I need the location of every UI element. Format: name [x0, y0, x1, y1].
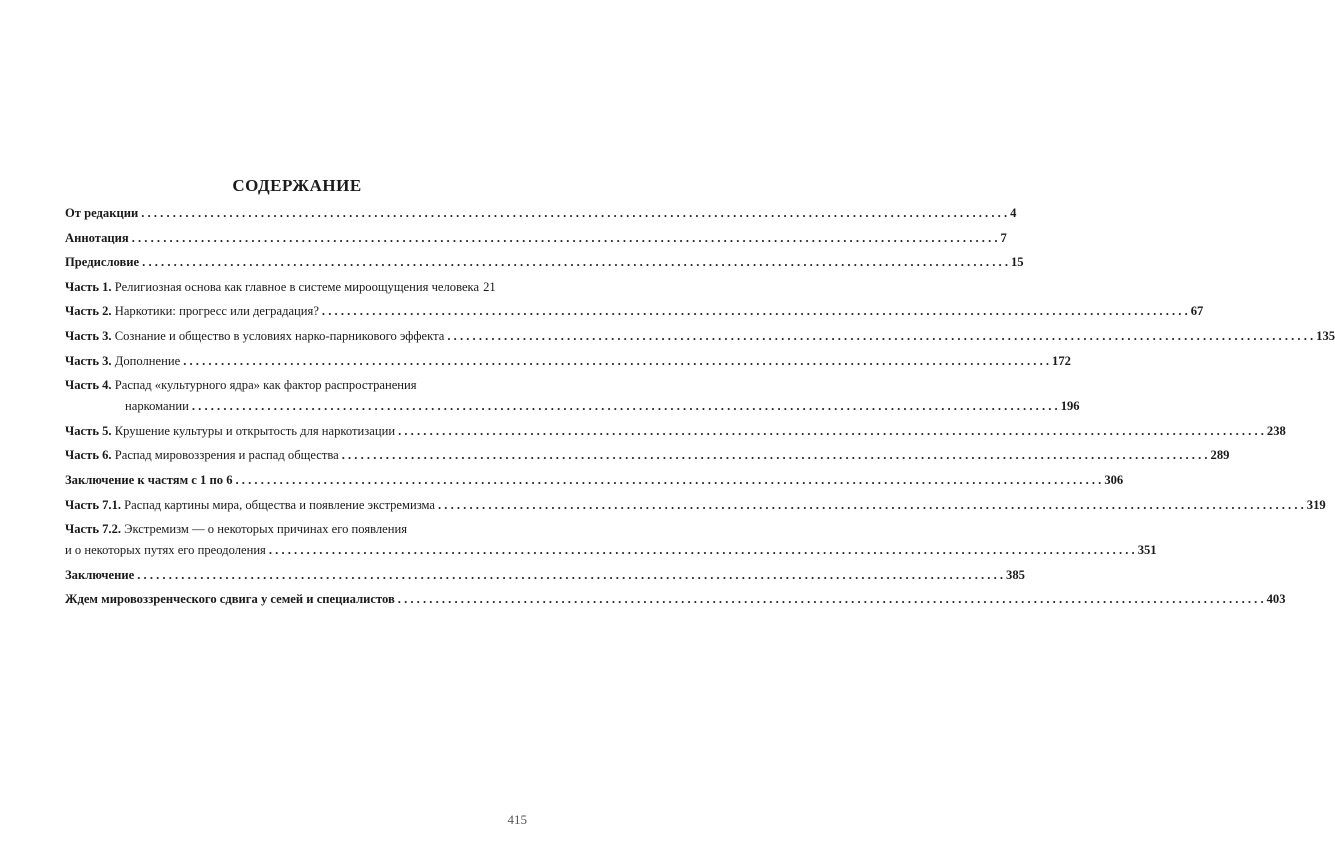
table-of-contents: [65, 203, 1335, 614]
toc-entry-part: Часть 6.: [65, 448, 112, 463]
toc-entry: [65, 277, 529, 298]
toc-entry-title: Аннотация: [65, 230, 129, 245]
dot-leader: [134, 565, 1006, 586]
toc-entry-page: 21: [483, 279, 496, 294]
toc-entry: [65, 470, 1124, 491]
toc-entry-title: Заключение: [65, 567, 135, 582]
toc-entry-part: Часть 2.: [65, 304, 112, 319]
page-number: 415: [507, 812, 527, 827]
dot-leader: [138, 203, 1010, 224]
toc-entry: [65, 421, 1286, 442]
toc-entry-title: Крушение культуры и открытость для наркотизации: [114, 423, 396, 438]
toc-entry-title: От редакции: [65, 206, 139, 220]
toc-entry-title: Сознание и общество в условиях нарко-парникового эффекта: [114, 328, 445, 343]
toc-entry-part: Часть 5.: [65, 423, 112, 438]
dot-leader: [435, 495, 1307, 516]
toc-entry-title: Наркотики: прогресс или деградация?: [114, 304, 319, 319]
toc-entry-page: 172: [1052, 353, 1071, 368]
toc-entry-title: Ждем мировоззренческого сдвига у семей и специалистов: [65, 592, 395, 607]
toc-entry-title: Заключение к частям с 1 по 6: [65, 472, 233, 487]
toc-entry-title: Дополнение: [114, 353, 181, 368]
dot-leader: [233, 470, 1105, 491]
toc-entry-page: 306: [1104, 472, 1124, 487]
toc-entry: [65, 565, 1025, 586]
toc-entry-title: Религиозная основа как главное в системе мироощущения человека: [114, 279, 480, 294]
dot-leader: [339, 445, 1211, 466]
toc-entry: [65, 519, 1157, 561]
toc-entry: [65, 589, 1286, 610]
toc-entry: [65, 351, 1071, 372]
toc-entry: [65, 228, 1007, 249]
toc-entry-part: Часть 4.: [65, 378, 112, 393]
dot-leader: [139, 252, 1011, 273]
dot-leader: [444, 326, 1316, 347]
dot-leader: [180, 351, 1052, 372]
toc-entry: [65, 326, 1335, 347]
toc-entry-page: 385: [1006, 567, 1025, 582]
toc-entry-page: 7: [1000, 230, 1007, 245]
toc-entry-title-continued: наркомании: [125, 399, 189, 414]
toc-entry-page: 4: [1010, 206, 1017, 220]
toc-entry-page: 67: [1190, 304, 1204, 319]
toc-entry-page: 351: [1137, 543, 1157, 558]
dot-leader: [395, 421, 1267, 442]
toc-entry-page: 238: [1266, 423, 1286, 438]
toc-entry: [65, 252, 1024, 273]
dot-leader: [395, 589, 1267, 610]
toc-entry-title: Распад «культурного ядра» как фактор распространения: [114, 378, 417, 393]
toc-entry-page: 403: [1266, 592, 1286, 607]
toc-entry-part: Часть 1.: [65, 279, 112, 294]
dot-leader: [189, 396, 1061, 417]
dot-leader: [129, 228, 1001, 249]
toc-entry: [65, 445, 1230, 466]
toc-entry-part: Часть 7.1.: [65, 497, 122, 512]
toc-entry-page: 15: [1010, 255, 1024, 270]
toc-entry-page: 196: [1060, 399, 1080, 414]
toc-entry: [65, 375, 1080, 417]
toc-entry: [65, 301, 1204, 322]
page-title: СОДЕРЖАНИЕ: [232, 176, 362, 195]
dot-leader: [319, 301, 1191, 322]
dot-leader: [266, 540, 1138, 561]
toc-entry-page: 319: [1306, 497, 1326, 512]
toc-entry-part: Часть 7.2.: [65, 522, 122, 537]
toc-entry-part: Часть 3.: [65, 353, 112, 368]
toc-entry-title: Экстремизм — о некоторых причинах его появления: [124, 522, 408, 537]
toc-entry-title: Распад мировоззрения и распад общества: [114, 448, 339, 463]
toc-entry-title: Предисловие: [65, 255, 140, 270]
toc-entry-page: 135: [1316, 328, 1335, 343]
toc-entry-part: Часть 3.: [65, 328, 112, 343]
toc-entry-title: Распад картины мира, общества и появление экстремизма: [124, 497, 435, 512]
toc-entry: [65, 495, 1326, 516]
toc-entry-page: 289: [1210, 448, 1230, 463]
toc-entry-title-continued: и о некоторых путях его преодоления: [65, 543, 266, 558]
toc-entry: [65, 203, 1017, 224]
